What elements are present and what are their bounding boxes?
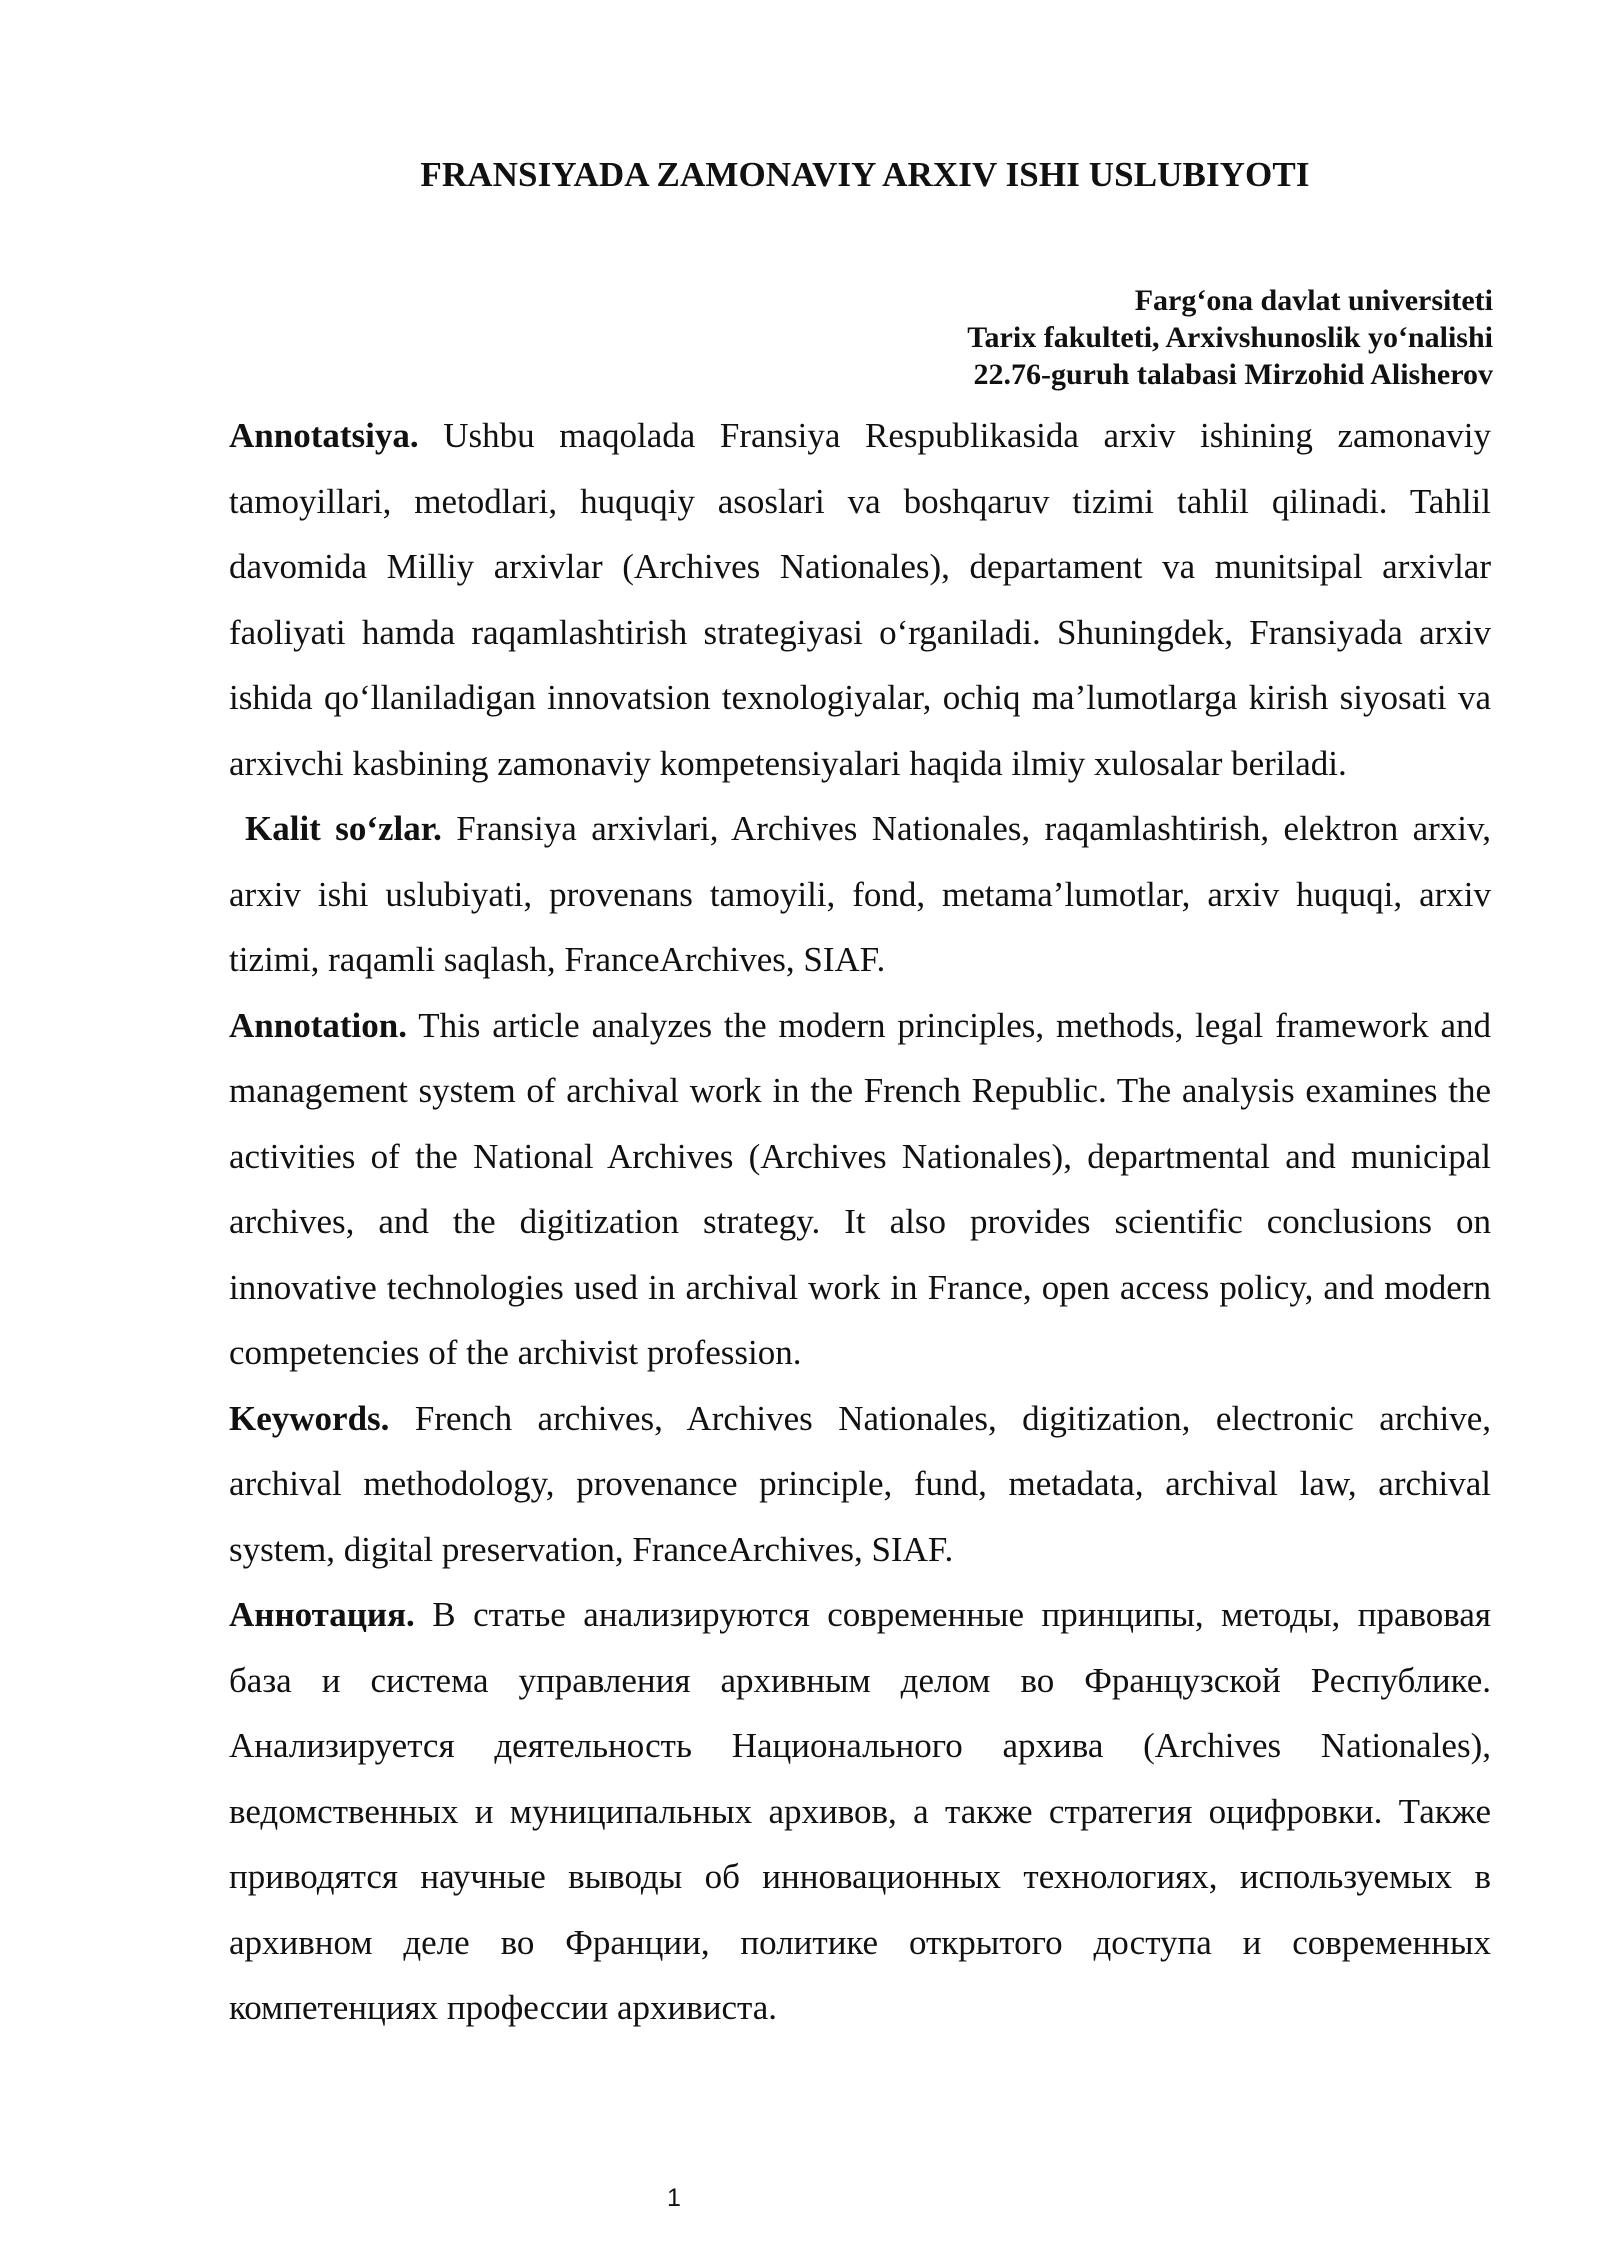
article-title: FRANSIYADA ZAMONAVIY ARXIV ISHI USLUBIYOTI xyxy=(420,155,1310,194)
abstract-russian xyxy=(229,1582,1491,2041)
keywords-english-label: Keywords. xyxy=(229,1398,390,1438)
abstract-uzbek-text: Ushbu maqolada Fransiya Respublikasida arxiv ishining zamonaviy tamoyillari, metodlari, huquqiy asoslari va boshqaruv tizimi tahlil qilinadi. Tahlil davomida Milliy arxivlar (Archives Nationales), departament va munitsipal arxivlar faoliyati hamda raqamlashtirish strategiyasi o‘rganiladi. Shuningdek, Fransiyada arxiv ishida qo‘llaniladigan innovatsion texnologiyalar, ochiq ma’lumotlarga kirish siyosati va arxivchi kasbining zamonaviy kompetensiyalari haqida ilmiy xulosalar beriladi. xyxy=(229,416,1491,783)
keywords-uzbek-text: Fransiya arxivlari, Archives Nationales, raqamlashtirish, elektron arxiv, arxiv ishi uslubiyati, provenans tamoyili, fond, metama’lumotlar, arxiv huquqi, arxiv tizimi, raqamli saqlash, FranceArchives, SIAF. xyxy=(229,809,1492,979)
abstract-russian-label: Аннотация. xyxy=(229,1595,415,1634)
article-body xyxy=(229,403,1491,2041)
affiliation-faculty: Tarix fakulteti, Arxivshunoslik yo‘nalishi xyxy=(967,321,1493,354)
author-affiliation xyxy=(967,282,1493,393)
keywords-uzbek xyxy=(229,796,1491,993)
abstract-english xyxy=(229,993,1491,1386)
abstract-russian-text: В статье анализируются современные принципы, методы, правовая база и система управления архивным делом во Французской Республике. Анализируется деятельность Национального архива (Archives Nationales), ведомственных и муниципальных архивов, а также стратегия оцифровки. Также приводятся научные выводы об инновационных технологиях, используемых в архивном деле во Франции, политике открытого доступа и современных компетенциях профессии архивиста. xyxy=(229,1595,1491,2027)
abstract-uzbek xyxy=(229,403,1491,796)
keywords-english xyxy=(229,1386,1491,1583)
keywords-english-text: French archives, Archives Nationales, digitization, electronic archive, archival methodology, provenance principle, fund, metadata, archival law, archival system, digital preservation, FranceArchives, SIAF. xyxy=(229,1398,1491,1569)
abstract-uzbek-label: Annotatsiya. xyxy=(229,416,419,455)
abstract-english-label: Annotation. xyxy=(229,1005,407,1045)
page-number: 1 xyxy=(667,2184,681,2212)
keywords-uzbek-label: Kalit so‘zlar. xyxy=(245,809,442,848)
affiliation-university: Farg‘ona davlat universiteti xyxy=(1134,284,1493,317)
affiliation-author: 22.76-guruh talabasi Mirzohid Alisherov xyxy=(973,358,1493,391)
abstract-english-text: This article analyzes the modern principles, methods, legal framework and management system of archival work in the French Republic. The analysis examines the activities of the National Archives (Archives Nationales), departmental and municipal archives, and the digitization strategy. It also provides scientific conclusions on innovative technologies used in archival work in France, open access policy, and modern competencies of the archivist profession. xyxy=(229,1005,1491,1372)
